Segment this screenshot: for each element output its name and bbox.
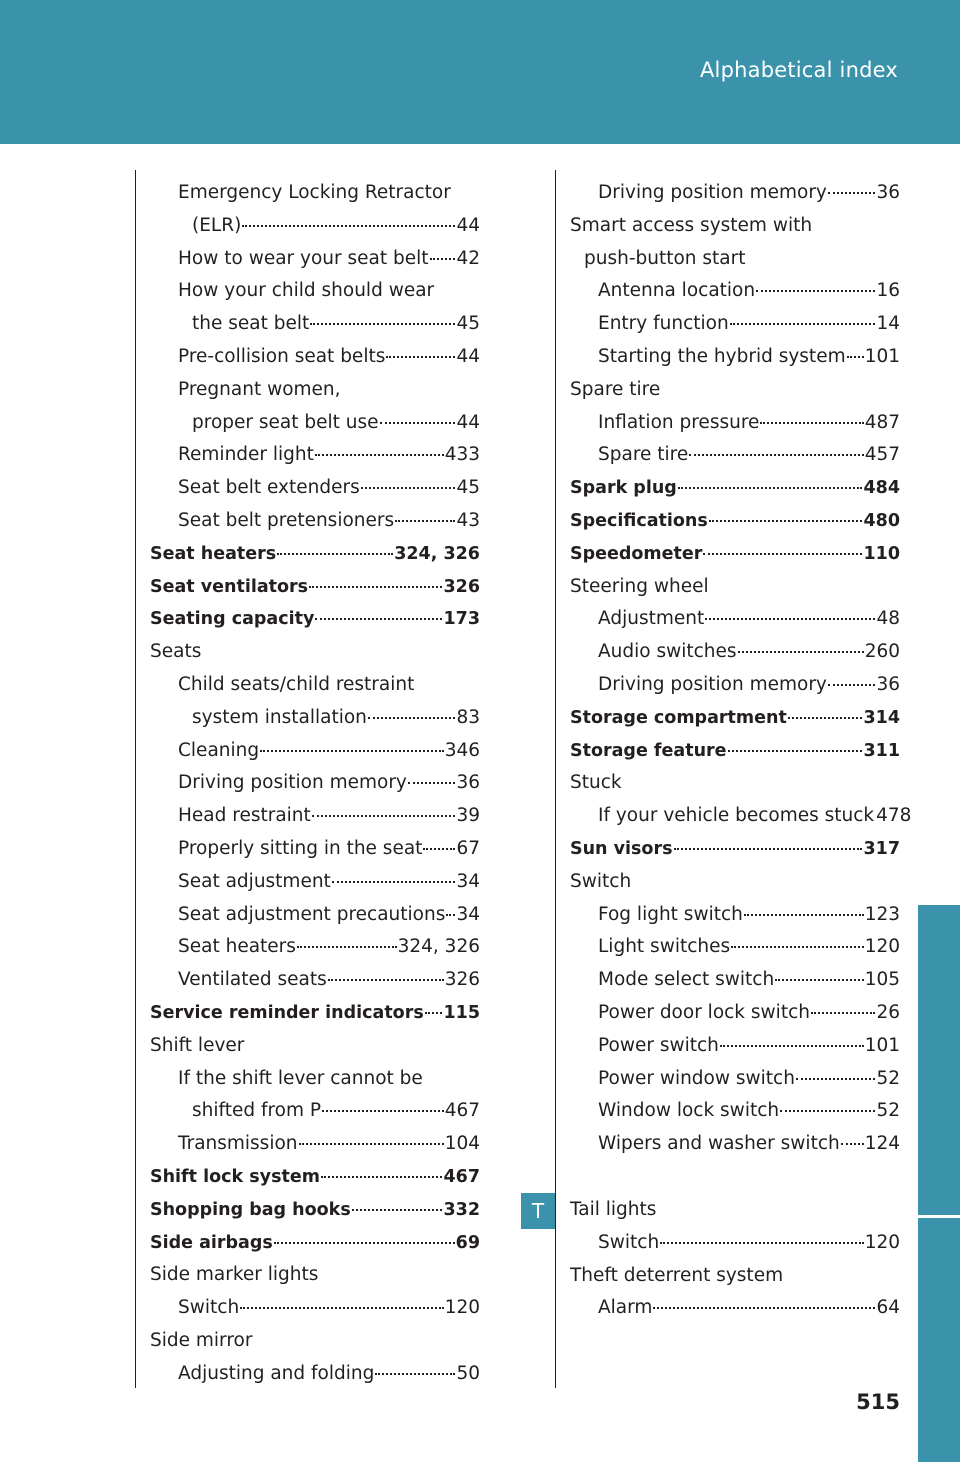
index-entry-term: Seat adjustment precautions (178, 903, 446, 925)
index-entry-term: Power door lock switch (598, 1001, 810, 1023)
leader-dots (660, 1242, 864, 1244)
index-entry[interactable] (150, 439, 480, 472)
index-entry-term: Steering wheel (570, 575, 709, 597)
index-entry-term: Side mirror (150, 1329, 253, 1351)
index-entry[interactable] (150, 1095, 480, 1128)
index-entry-term: Service reminder indicators (150, 1002, 424, 1023)
index-column-right (570, 177, 912, 1325)
leader-dots (828, 684, 876, 686)
index-entry[interactable] (570, 1063, 900, 1096)
leader-dots (361, 487, 456, 489)
index-entry[interactable] (570, 800, 912, 833)
index-entry (150, 636, 480, 669)
index-entry[interactable] (150, 1227, 480, 1260)
index-entry[interactable] (150, 538, 480, 571)
index-entry (150, 1030, 480, 1063)
leader-dots (828, 192, 876, 194)
leader-dots (332, 881, 456, 883)
index-entry[interactable] (570, 735, 900, 768)
index-entry-term: Audio switches (598, 641, 737, 663)
index-entry-term: Switch (178, 1297, 240, 1319)
index-entry-page[interactable]: 44 (456, 214, 480, 236)
index-entry-page[interactable]: 26 (876, 1001, 900, 1023)
index-entry-page[interactable]: 101 (864, 1034, 900, 1056)
index-entry-page[interactable]: 104 (444, 1133, 480, 1155)
leader-dots (728, 750, 863, 752)
index-entry-page[interactable]: 36 (876, 673, 900, 695)
index-entry-term: Transmission (178, 1133, 298, 1155)
leader-dots (240, 1307, 444, 1309)
index-entry[interactable] (150, 800, 480, 833)
index-entry-term: shifted from P (192, 1100, 322, 1122)
index-entry[interactable] (150, 866, 480, 899)
index-entry-term: Driving position memory (178, 772, 407, 794)
index-entry-term: Seat belt extenders (178, 477, 360, 499)
index-entry (150, 1325, 480, 1358)
index-entry-term: Entry function (598, 313, 729, 335)
index-entry-term: (ELR) (192, 214, 242, 236)
leader-dots (847, 356, 864, 358)
index-entry[interactable] (150, 341, 480, 374)
leader-dots (731, 946, 864, 948)
index-entry-term: Shopping bag hooks (150, 1199, 351, 1220)
index-entry-term: Inflation pressure (598, 411, 760, 433)
index-entry-term: Side marker lights (150, 1264, 319, 1286)
index-entry[interactable] (570, 1227, 900, 1260)
index-entry (150, 374, 480, 407)
index-entry-term: Reminder light (178, 444, 314, 466)
index-entry-term: Light switches (598, 936, 731, 958)
index-entry-term: Stuck (570, 772, 622, 794)
leader-dots (689, 454, 863, 456)
index-entry-page[interactable]: 173 (443, 609, 480, 630)
leader-dots (315, 454, 444, 456)
index-entry-term: Seats (150, 641, 202, 663)
index-entry-term: Spare tire (570, 378, 661, 400)
index-entry-term: Storage feature (570, 740, 727, 761)
index-entry-term: system installation (192, 706, 367, 728)
index-entry-page[interactable]: 433 (444, 444, 480, 466)
index-entry-page[interactable]: 120 (864, 1231, 900, 1253)
index-entry[interactable] (570, 603, 900, 636)
index-entry-term: Fog light switch (598, 903, 743, 925)
leader-dots (386, 356, 455, 358)
index-entry (570, 866, 900, 899)
page-number: 515 (856, 1390, 900, 1414)
index-entry-page[interactable]: 64 (876, 1297, 900, 1319)
index-entry[interactable] (150, 210, 480, 243)
index-entry[interactable] (570, 538, 900, 571)
index-entry-term: Tail lights (570, 1198, 657, 1220)
index-entry-term: Adjustment (598, 608, 705, 630)
index-entry-page[interactable]: 39 (456, 805, 480, 827)
index-entry (570, 571, 900, 604)
index-entry-page[interactable]: 123 (864, 903, 900, 925)
index-entry-term: Emergency Locking Retractor (178, 182, 451, 203)
index-entry[interactable] (570, 931, 900, 964)
index-entry-page[interactable]: 34 (456, 870, 480, 892)
index-column-left (150, 177, 480, 1390)
index-entry[interactable] (570, 407, 900, 440)
index-entry[interactable] (150, 964, 480, 997)
leader-dots (312, 815, 456, 817)
index-entry[interactable] (570, 275, 900, 308)
index-entry[interactable] (150, 243, 480, 276)
leader-dots (322, 1110, 444, 1112)
index-entry-page[interactable]: 52 (876, 1067, 900, 1089)
index-entry-term: Seat adjustment (178, 870, 331, 892)
index-entry-term: Cleaning (178, 739, 260, 761)
index-entry[interactable] (150, 1358, 480, 1391)
index-entry[interactable] (150, 505, 480, 538)
index-entry-page[interactable]: 478 (876, 805, 912, 827)
index-entry (570, 767, 900, 800)
leader-dots (744, 914, 864, 916)
index-entry[interactable] (150, 735, 480, 768)
index-entry-term: Ventilated seats (178, 969, 327, 991)
index-entry[interactable] (150, 407, 480, 440)
index-entry-page[interactable]: 52 (876, 1100, 900, 1122)
index-entry-page[interactable]: 487 (864, 411, 900, 433)
index-entry-term: Sun visors (570, 838, 673, 859)
index-entry-term: Driving position memory (598, 673, 827, 695)
index-entry[interactable] (570, 833, 900, 866)
leader-dots (328, 979, 444, 981)
leader-dots (299, 1143, 444, 1145)
index-entry-page[interactable]: 45 (456, 477, 480, 499)
index-entry (570, 243, 900, 276)
index-entry[interactable] (150, 702, 480, 735)
index-entry[interactable] (570, 439, 900, 472)
leader-dots (796, 1078, 876, 1080)
index-entry-page[interactable]: 110 (863, 543, 900, 564)
leader-dots (274, 1242, 455, 1244)
index-entry-term: proper seat belt use (192, 411, 379, 433)
index-entry-term: push-button start (584, 247, 746, 269)
index-entry[interactable] (150, 1128, 480, 1161)
leader-dots (430, 258, 456, 260)
index-entry-term: Spark plug (570, 478, 677, 499)
index-entry (570, 1194, 900, 1227)
index-entry (150, 1259, 480, 1292)
index-entry-page[interactable]: 50 (456, 1362, 480, 1384)
index-entry[interactable] (570, 1128, 900, 1161)
index-entry-page[interactable]: 314 (863, 707, 900, 728)
index-entry (150, 177, 480, 210)
page-title: Alphabetical index (699, 58, 898, 82)
index-entry-term: Adjusting and folding (178, 1362, 375, 1384)
index-entry[interactable] (150, 767, 480, 800)
leader-dots (423, 848, 455, 850)
leader-dots (775, 979, 863, 981)
leader-dots (678, 487, 863, 489)
header-bar (0, 0, 960, 144)
index-entry[interactable] (150, 472, 480, 505)
index-entry-page[interactable]: 120 (444, 1297, 480, 1319)
index-entry-term: Seat ventilators (150, 576, 309, 597)
index-entry[interactable] (150, 1292, 480, 1325)
index-entry-page[interactable]: 260 (864, 641, 900, 663)
index-entry-term: Seat heaters (150, 543, 277, 564)
index-entry-term: If your vehicle becomes stuck (598, 805, 875, 827)
index-entry-page[interactable]: 326 (444, 969, 480, 991)
index-entry-page[interactable]: 311 (863, 740, 900, 761)
leader-dots (653, 1307, 875, 1309)
index-entry-page[interactable]: 324, 326 (394, 543, 480, 564)
index-entry-page[interactable]: 67 (456, 837, 480, 859)
index-entry[interactable] (570, 505, 900, 538)
index-entry (150, 275, 480, 308)
index-entry-term: Antenna location (598, 280, 756, 302)
leader-dots (277, 553, 393, 555)
index-entry-term: Window lock switch (598, 1100, 780, 1122)
leader-dots (321, 1176, 443, 1178)
leader-dots (705, 618, 875, 620)
index-entry-page[interactable]: 105 (864, 969, 900, 991)
index-entry[interactable] (570, 177, 900, 210)
index-entry[interactable] (570, 1030, 900, 1063)
index-entry-term: Storage compartment (570, 707, 787, 728)
index-entry-term: Starting the hybrid system (598, 345, 846, 367)
index-entry-page[interactable]: 44 (456, 345, 480, 367)
index-entry-term: Pregnant women, (178, 378, 341, 400)
index-entry-page[interactable]: 44 (456, 411, 480, 433)
index-entry-term: If the shift lever cannot be (178, 1067, 423, 1089)
index-entry[interactable] (150, 308, 480, 341)
index-entry[interactable] (150, 603, 480, 636)
index-entry-term: Side airbags (150, 1232, 273, 1253)
index-entry-term: Power switch (598, 1034, 719, 1056)
index-entry-page[interactable]: 480 (863, 510, 900, 531)
index-entry-page[interactable]: 324, 326 (397, 936, 480, 958)
leader-dots (425, 1012, 443, 1014)
index-entry-term: Seating capacity (150, 609, 315, 630)
leader-dots (309, 586, 442, 588)
index-entry[interactable] (150, 1194, 480, 1227)
index-entry-term: Spare tire (598, 444, 689, 466)
index-entry (150, 669, 480, 702)
index-entry-term: How your child should wear (178, 280, 435, 302)
index-entry[interactable] (570, 1292, 900, 1325)
column-rule-right (555, 170, 556, 1388)
leader-dots (674, 848, 863, 850)
leader-dots (780, 1110, 875, 1112)
index-entry-page[interactable]: 42 (456, 247, 480, 269)
index-entry[interactable] (570, 964, 900, 997)
leader-dots (375, 1373, 455, 1375)
leader-dots (738, 651, 864, 653)
index-entry-page[interactable]: 484 (863, 478, 900, 499)
index-entry-term: the seat belt (192, 313, 310, 335)
index-entry (570, 210, 900, 243)
index-entry[interactable] (150, 899, 480, 932)
leader-dots (446, 914, 455, 916)
index-entry-page[interactable]: 34 (456, 903, 480, 925)
index-entry[interactable] (150, 833, 480, 866)
section-letter-tab[interactable]: T (521, 1193, 555, 1229)
leader-dots (841, 1143, 864, 1145)
index-entry[interactable] (570, 308, 900, 341)
index-entry-term: Driving position memory (598, 182, 827, 203)
index-entry-page[interactable]: 36 (876, 182, 900, 203)
index-entry-term: Specifications (570, 510, 708, 531)
leader-dots (703, 553, 862, 555)
index-entry-term: Seat belt pretensioners (178, 509, 395, 531)
leader-dots (720, 1045, 864, 1047)
leader-dots (310, 323, 455, 325)
index-entry-term: Shift lever (150, 1034, 245, 1056)
index-entry-term: Alarm (598, 1297, 653, 1319)
leader-dots (242, 225, 455, 227)
index-entry[interactable] (150, 997, 480, 1030)
index-entry-term: Switch (570, 870, 632, 892)
index-entry-page[interactable]: 48 (876, 608, 900, 630)
index-entry-page[interactable]: 83 (456, 706, 480, 728)
index-entry-page[interactable]: 467 (444, 1100, 480, 1122)
index-entry (570, 374, 900, 407)
column-rule-left (135, 170, 136, 1388)
leader-dots (297, 946, 397, 948)
sidebar-tab-band (918, 905, 960, 1215)
index-entry[interactable] (570, 1095, 900, 1128)
leader-dots (730, 323, 876, 325)
index-entry-term: Speedometer (570, 543, 703, 564)
leader-dots (756, 290, 875, 292)
index-entry[interactable] (150, 931, 480, 964)
index-entry (570, 1260, 900, 1293)
leader-dots (760, 422, 863, 424)
index-entry-term: Power window switch (598, 1067, 795, 1089)
index-entry-page[interactable]: 43 (456, 509, 480, 531)
index-entry-page[interactable]: 332 (443, 1199, 480, 1220)
index-entry-page[interactable]: 326 (443, 576, 480, 597)
index-entry-page[interactable]: 69 (455, 1232, 480, 1253)
leader-dots (395, 520, 455, 522)
index-entry-page[interactable]: 36 (456, 772, 480, 794)
index-entry-page[interactable]: 120 (864, 936, 900, 958)
index-entry-term: How to wear your seat belt (178, 247, 429, 269)
index-entry[interactable] (570, 636, 900, 669)
index-entry-page[interactable]: 467 (443, 1166, 480, 1187)
index-entry-term: Smart access system with (570, 214, 813, 236)
leader-dots (315, 618, 442, 620)
sidebar-tab-band-lower (918, 1218, 960, 1462)
index-entry-term: Properly sitting in the seat (178, 837, 423, 859)
index-entry-page[interactable]: 124 (864, 1133, 900, 1155)
index-entry[interactable] (150, 1161, 480, 1194)
index-entry-page[interactable]: 45 (456, 313, 480, 335)
leader-dots (709, 520, 863, 522)
index-entry-term: Shift lock system (150, 1166, 320, 1187)
index-entry-page[interactable]: 14 (876, 313, 900, 335)
leader-dots (368, 717, 456, 719)
leader-dots (352, 1209, 443, 1211)
index-entry[interactable] (570, 702, 900, 735)
index-entry-term: Head restraint (178, 805, 311, 827)
index-entry-term: Mode select switch (598, 969, 775, 991)
leader-dots (408, 782, 456, 784)
index-entry-term: Child seats/child restraint (178, 673, 415, 695)
index-entry-page[interactable]: 346 (444, 739, 480, 761)
index-entry-term: Switch (598, 1231, 660, 1253)
index-entry-page[interactable]: 115 (443, 1002, 480, 1023)
index-entry-page[interactable]: 16 (876, 280, 900, 302)
index-spacer (570, 1161, 900, 1194)
index-entry-term: Seat heaters (178, 936, 296, 958)
index-entry[interactable] (570, 899, 900, 932)
index-entry-page[interactable]: 457 (864, 444, 900, 466)
leader-dots (260, 750, 444, 752)
index-entry[interactable] (570, 472, 900, 505)
index-entry[interactable] (570, 669, 900, 702)
index-entry-term: Pre-collision seat belts (178, 345, 386, 367)
index-entry[interactable] (150, 571, 480, 604)
index-entry-term: Theft deterrent system (570, 1264, 784, 1286)
leader-dots (788, 717, 863, 719)
index-entry-term: Wipers and washer switch (598, 1133, 840, 1155)
index-entry-page[interactable]: 101 (864, 345, 900, 367)
index-entry-page[interactable]: 317 (863, 838, 900, 859)
leader-dots (380, 422, 456, 424)
leader-dots (811, 1012, 875, 1014)
index-entry[interactable] (570, 997, 900, 1030)
index-entry (150, 1063, 480, 1096)
index-entry[interactable] (570, 341, 900, 374)
